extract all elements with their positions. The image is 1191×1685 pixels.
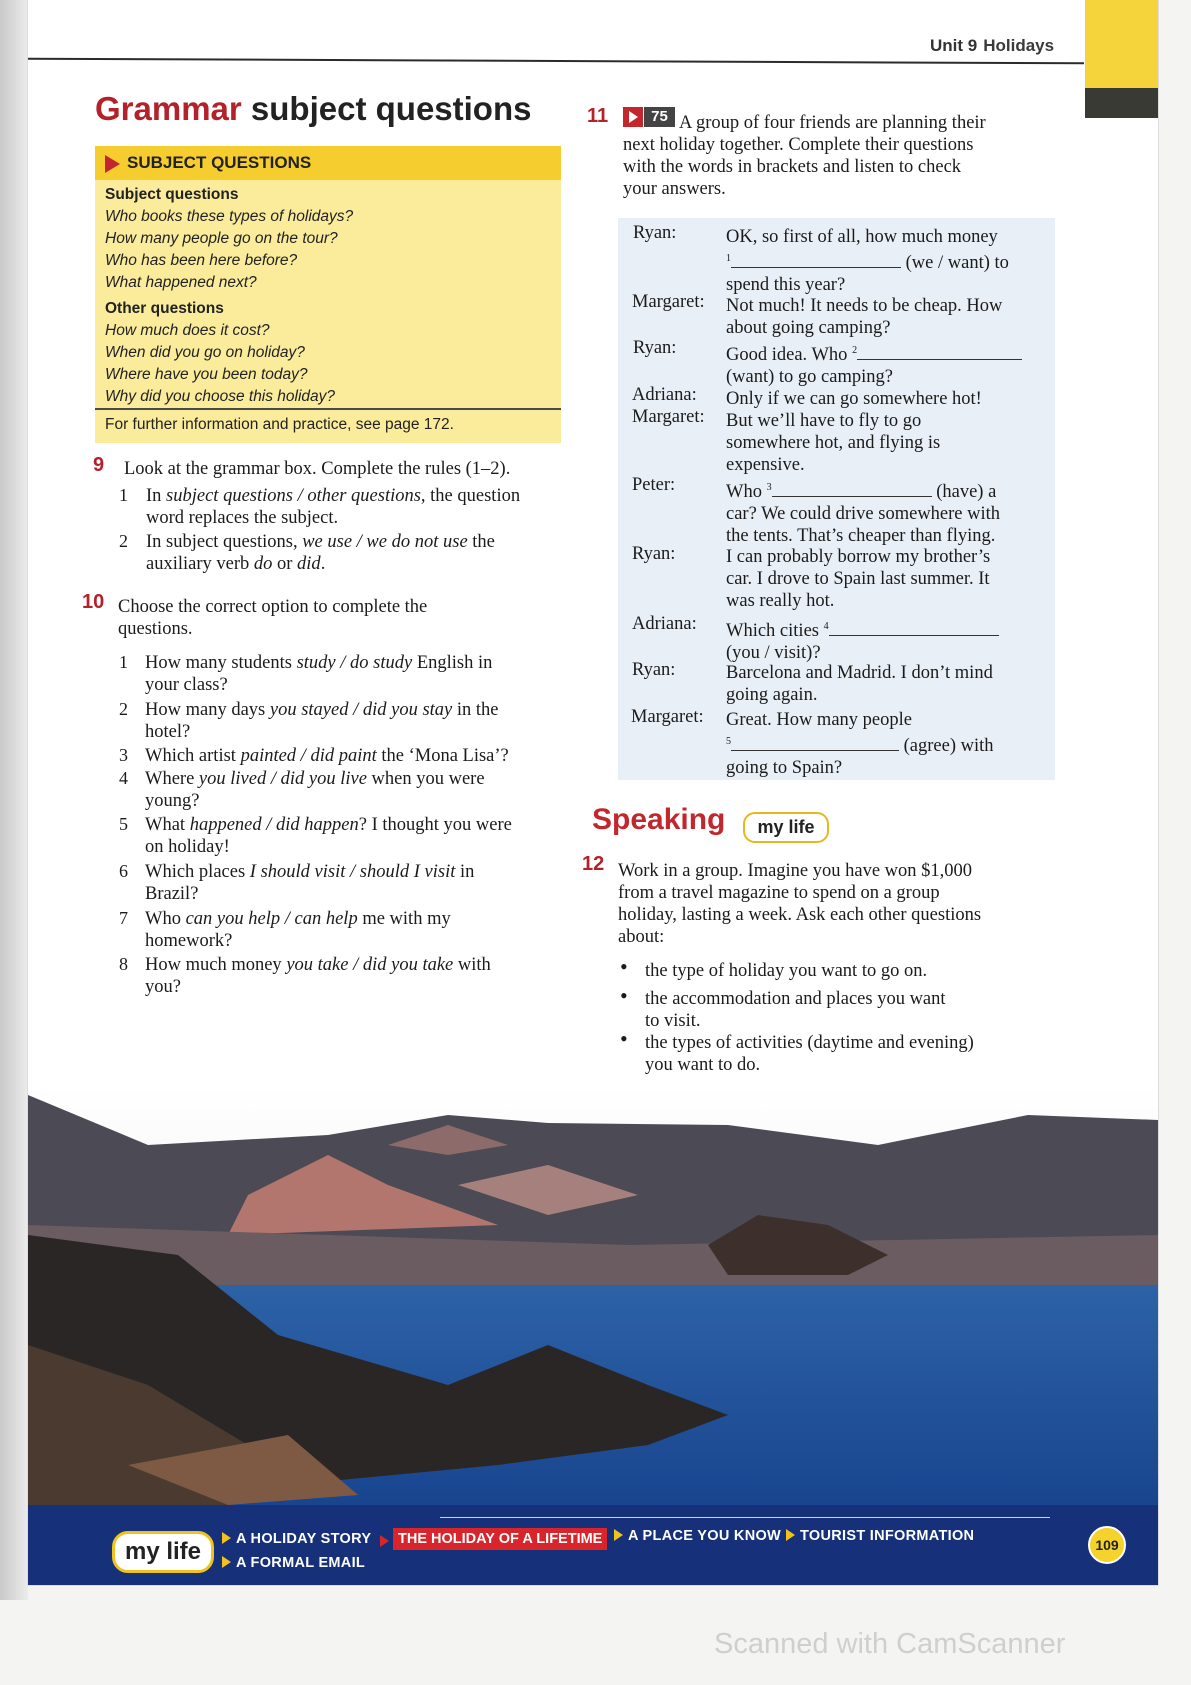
answer-blank[interactable] [731,736,899,751]
speaker-name: Margaret: [631,707,704,727]
audio-track-badge[interactable] [623,107,675,127]
grammar-example: When did you go on holiday? [105,344,305,361]
question-item: Who can you help / can help me with my homework? [145,909,451,951]
bullet-item: the accommodation and places you want to visit. [645,989,946,1031]
unit-tab [1085,0,1158,88]
speaker-name: Margaret: [632,407,705,427]
nav-arrow-icon [222,1532,231,1544]
exercise-11-instruction-line: next holiday together. Complete their questions [623,135,974,155]
dialogue-line: Great. How many people $^5$ (agree) with going to Spain? [726,710,994,779]
bullet-item: the type of holiday you want to go on. [645,961,928,981]
grammar-box-reference: For further information and practice, see page 172. [105,416,454,433]
exercise-9-number: 9 [93,454,105,476]
unit-number: Unit 9 [930,36,978,55]
question-number: 1 [119,652,128,672]
bullet-item: the types of activities (daytime and evening) you want to do. [645,1033,974,1075]
nav-the-holiday-of-a-lifetime[interactable]: THE HOLIDAY OF A LIFETIME [393,1528,607,1550]
nav-tourist-information[interactable]: TOURIST INFORMATION [786,1528,974,1544]
page-edge-shadow [0,0,28,1600]
question-item: How much money you take / did you take with you? [145,955,491,997]
grammar-heading [95,90,531,128]
bullet-dot: • [620,954,628,979]
speaker-name: Margaret: [632,292,705,312]
grammar-box-header [95,146,561,180]
grammar-example: Where have you been today? [105,366,308,383]
dialogue-line: I can probably borrow my brother’s car. I drove to Spain last summer. It was really hot. [726,547,991,611]
grammar-box-divider [95,408,561,410]
dialogue-line: Only if we can go somewhere hot! [726,389,982,409]
rule-number: 2 [119,531,128,551]
grammar-box [95,146,561,443]
exercise-10-number: 10 [82,591,105,613]
dialogue-line: But we’ll have to fly to go somewhere hot, and flying is expensive. [726,411,941,475]
grammar-example: Who books these types of holidays? [105,208,354,225]
unit-tab-dark [1085,88,1158,118]
nav-arrow-icon [786,1529,795,1541]
audio-track-number: 75 [644,107,675,127]
unit-header [930,36,1054,56]
landscape-photo [28,1085,1158,1585]
grammar-example: How much does it cost? [105,322,270,339]
speaker-name: Adriana: [632,614,697,634]
other-questions-heading: Other questions [105,300,224,317]
question-number: 7 [119,908,128,928]
nav-arrow-icon [222,1556,231,1568]
grammar-example: Why did you choose this holiday? [105,388,336,405]
exercise-12-instruction-line: from a travel magazine to spend on a group [618,883,940,903]
exercise-12-instruction-line: holiday, lasting a week. Ask each other questions [618,905,982,925]
dialogue-line: Not much! It needs to be cheap. How about going camping? [726,296,1003,338]
grammar-heading-label: Grammar [95,90,242,127]
play-icon [623,107,643,127]
exercise-10-instruction: Choose the correct option to complete the questions. [118,597,428,639]
nav-a-holiday-story[interactable]: A HOLIDAY STORY [222,1531,371,1547]
exercise-11-instruction-line: your answers. [623,179,726,199]
exercise-12-instruction-line: Work in a group. Imagine you have won $1,000 [618,861,973,881]
speaker-name: Ryan: [633,338,677,358]
question-number: 2 [119,699,128,719]
rule-item: In subject questions, we use / we do not use the auxiliary verb do or did. [146,532,495,574]
speaker-name: Ryan: [632,544,676,564]
answer-blank[interactable] [772,482,932,497]
grammar-heading-topic: subject questions [250,90,532,127]
speaking-heading: Speaking [592,803,726,836]
rule-number: 1 [119,485,128,505]
nav-a-place-you-know[interactable]: A PLACE YOU KNOW [614,1528,781,1544]
question-item: What happened / did happen? I thought you were on holiday! [145,815,512,857]
my-life-badge: my life [743,812,829,843]
unit-title: Holidays [983,36,1055,55]
nav-arrow-icon [614,1529,623,1541]
exercise-12-number: 12 [582,853,605,875]
answer-blank[interactable] [857,345,1022,360]
exercise-12-instruction-line: about: [618,927,665,947]
dialogue-line: Who $^3$ (have) a car? We could drive somewhere with the tents. That’s cheaper than flying. [726,482,1001,547]
grammar-example: How many people go on the tour? [105,230,338,247]
bullet-dot: • [620,1026,628,1051]
speaker-name: Peter: [632,475,676,495]
question-item: Which artist painted / did paint the ‘Mona Lisa’? [145,746,509,766]
answer-blank[interactable] [731,253,901,268]
play-arrow-icon [105,155,120,173]
exercise-9-instruction: Look at the grammar box. Complete the rules (1–2). [124,459,511,479]
question-number: 4 [119,768,128,788]
question-item: Which places I should visit / should I visit in Brazil? [145,862,475,904]
question-number: 3 [119,745,128,765]
exercise-11-number: 11 [587,105,609,127]
rule-item: In subject questions / other questions, the question word replaces the subject. [146,486,521,528]
grammar-example: Who has been here before? [105,252,298,269]
island-landscape-illustration [28,1085,1158,1585]
dialogue-line: Which cities $^4$ (you / visit)? [726,616,1044,664]
grammar-box-title: SUBJECT QUESTIONS [127,153,312,172]
question-number: 5 [119,814,128,834]
nav-arrow-icon [380,1535,389,1547]
dialogue-line: Good idea. Who $^2$ (want) to go camping? [726,340,1044,388]
question-number: 6 [119,861,128,881]
bullet-dot: • [620,983,628,1008]
page-number: 109 [1088,1526,1126,1564]
question-item: Where you lived / did you live when you were young? [145,769,485,811]
subject-questions-heading: Subject questions [105,186,239,203]
speaker-name: Adriana: [632,385,697,405]
speaker-name: Ryan: [633,223,677,243]
exercise-11-instruction-line: with the words in brackets and listen to check [623,157,962,177]
dialogue-line: Barcelona and Madrid. I don’t mind going again. [726,663,993,705]
question-item: How many days you stayed / did you stay in the hotel? [145,700,499,742]
dialogue-line: OK, so first of all, how much money $^1$ (we / want) to spend this year? [726,227,1009,296]
grammar-example: What happened next? [105,274,257,291]
speaker-name: Ryan: [632,660,676,680]
nav-a-formal-email[interactable]: A FORMAL EMAIL [222,1555,365,1571]
exercise-11-instruction-line: A group of four friends are planning their [679,113,986,133]
question-item: How many students study / do study English in your class? [145,653,493,695]
scanner-watermark: Scanned with CamScanner [714,1628,1066,1660]
question-number: 8 [119,954,128,974]
footer-rule [440,1517,1050,1518]
my-life-logo: my life [112,1531,214,1573]
answer-blank[interactable] [829,621,999,636]
